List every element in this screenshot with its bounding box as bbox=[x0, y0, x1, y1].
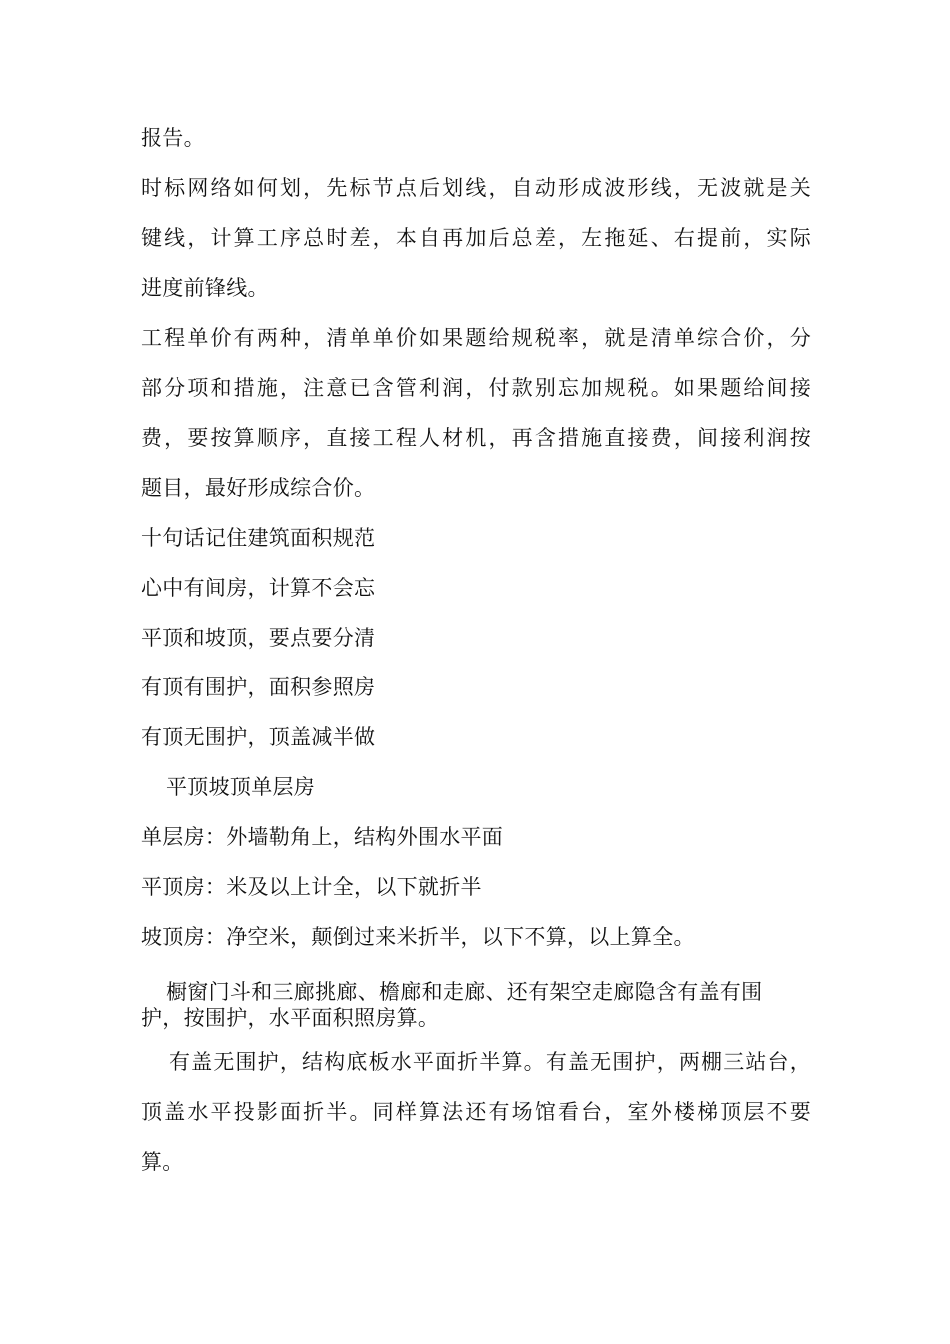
text-line-price-4: 题目，最好形成综合价。 bbox=[141, 476, 376, 500]
text-line-rule-3: 有顶有围护，面积参照房 bbox=[141, 675, 376, 699]
text-line-subheading: 平顶坡顶单层房 bbox=[166, 775, 316, 799]
text-line-network-3: 进度前锋线。 bbox=[141, 276, 269, 300]
text-line-rule-4: 有顶无围护，顶盖减半做 bbox=[141, 725, 376, 749]
text-line-price-1: 工程单价有两种，清单单价如果题给规税率，就是清单综合价，分 bbox=[141, 326, 811, 350]
text-line-corridor-1: 橱窗门斗和三廊挑廊、檐廊和走廊、还有架空走廊隐含有盖有围 bbox=[166, 980, 763, 1004]
text-line-report-end: 报告。 bbox=[141, 126, 205, 150]
text-line-cover-3: 算。 bbox=[141, 1150, 184, 1174]
text-line-rule-2: 平顶和坡顶，要点要分清 bbox=[141, 626, 376, 650]
text-line-network-1: 时标网络如何划，先标节点后划线，自动形成波形线，无波就是关 bbox=[141, 176, 811, 200]
text-line-flat-roof: 平顶房：米及以上计全，以下就折半 bbox=[141, 875, 482, 899]
text-line-single-storey: 单层房：外墙勒角上，结构外围水平面 bbox=[141, 825, 504, 849]
text-line-cover-2: 顶盖水平投影面折半。同样算法还有场馆看台，室外楼梯顶层不要 bbox=[141, 1100, 811, 1124]
text-line-network-2: 键线，计算工序总时差，本自再加后总差，左拖延、右提前，实际 bbox=[141, 226, 811, 250]
text-line-sloped-roof: 坡顶房：净空米，颠倒过来米折半，以下不算，以上算全。 bbox=[141, 925, 695, 949]
text-line-rule-1: 心中有间房，计算不会忘 bbox=[141, 576, 376, 600]
text-line-price-3: 费，要按算顺序，直接工程人材机，再含措施直接费，间接利润按 bbox=[141, 426, 811, 450]
text-line-price-2: 部分项和措施，注意已含管利润，付款别忘加规税。如果题给间接 bbox=[141, 376, 811, 400]
text-line-cover-1: 有盖无围护，结构底板水平面折半算。有盖无围护，两棚三站台， bbox=[169, 1050, 811, 1074]
text-line-heading: 十句话记住建筑面积规范 bbox=[141, 526, 376, 550]
text-line-corridor-2: 护，按围护，水平面积照房算。 bbox=[141, 1006, 440, 1030]
